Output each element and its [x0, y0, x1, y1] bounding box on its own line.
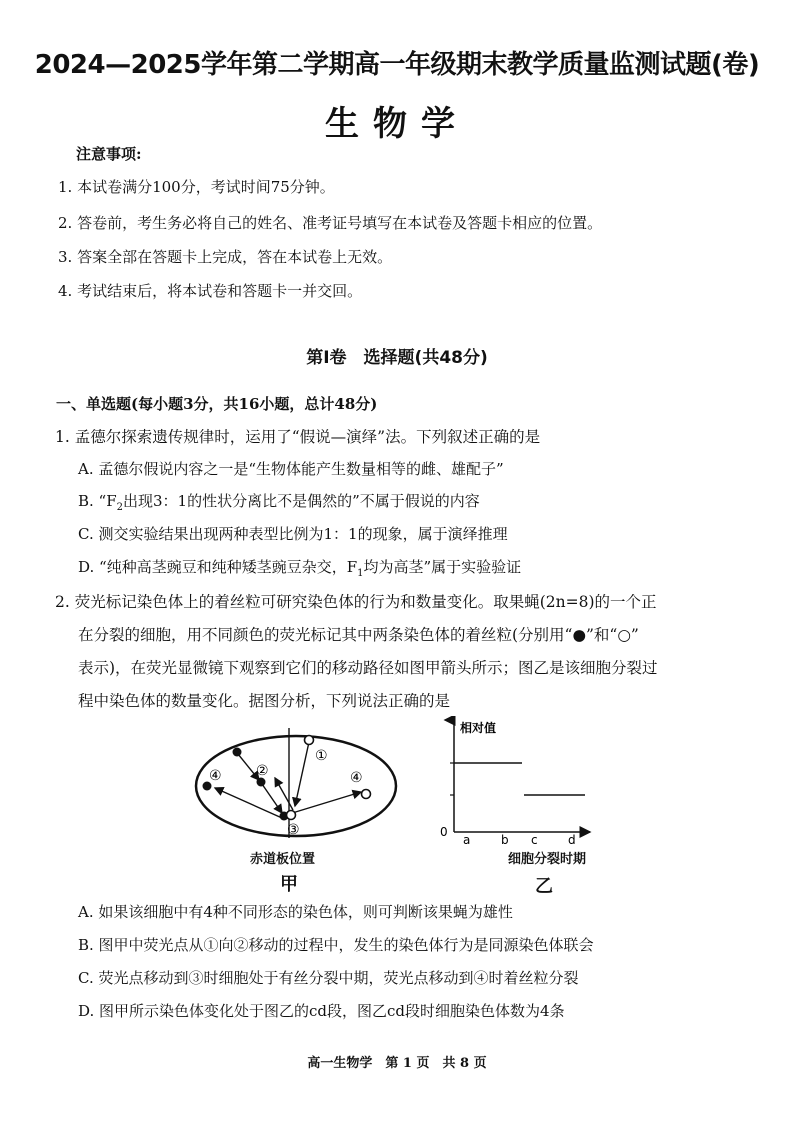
series-lines [454, 763, 585, 795]
question-2-stem-line: 在分裂的细胞，用不同颜色的荧光标记其中两条染色体的着丝粒(分别用“●”和“○” [78, 626, 639, 644]
question-2-option-b: B. 图甲中荧光点从①向②移动的过程中，发生的染色体行为是同源染色体联会 [78, 936, 594, 954]
question-2-option-a: A. 如果该细胞中有4种不同形态的染色体，则可判断该果蝇为雄性 [78, 903, 513, 921]
marker-2: ② [256, 763, 269, 779]
x-axis-label: 细胞分裂时期 [508, 852, 587, 867]
subject-title: 生物学 [325, 104, 469, 144]
question-1-option-d: D. “纯种高茎豌豆和纯种矮茎豌豆杂交，$F_1$均为高茎”属于实验验证 [78, 558, 522, 579]
x-tick-labels [463, 833, 576, 847]
question-1-stem: 1. 孟德尔探索遗传规律时，运用了“假说—演绎”法。下列叙述正确的是 [55, 428, 541, 446]
notice-item: 2. 答卷前，考生务必将自己的姓名、准考证号填写在本试卷及答题卡相应的位置。 [58, 214, 603, 232]
page-footer: 高一生物学 第 1 页 共 8 页 [307, 1056, 487, 1071]
notice-item: 3. 答案全部在答题卡上完成，答在本试卷上无效。 [58, 248, 393, 266]
question-1-option-c: C. 测交实验结果出现两种表型比例为1：1的现象，属于演绎推理 [78, 525, 508, 543]
y-axis-label: 相对值 [460, 721, 497, 735]
question-2-stem-line: 表示)，在荧光显微镜下观察到它们的移动路径如图甲箭头所示；图乙是该细胞分裂过 [78, 659, 658, 677]
notice-item: 4. 考试结束后，将本试卷和答题卡一并交回。 [58, 282, 363, 300]
figure-yi-name: 乙 [535, 876, 553, 897]
origin-label: 0 [440, 825, 448, 839]
filled-centromere-dot [233, 748, 242, 757]
question-1-option-b: B. “$F_2$出现3：1的性状分离比不是偶然的”不属于假说的内容 [78, 492, 480, 513]
hollow-centromere-dot [305, 736, 314, 745]
x-tick-c: c [531, 833, 538, 847]
question-2-option-d: D. 图甲所示染色体变化处于图乙的cd段，图乙cd段时细胞染色体数为4条 [78, 1002, 565, 1020]
notice-item: 1. 本试卷满分100分，考试时间75分钟。 [58, 178, 335, 196]
marker-1: ① [315, 748, 328, 764]
question-2-option-c: C. 荧光点移动到③时细胞处于有丝分裂中期，荧光点移动到④时着丝粒分裂 [78, 969, 579, 987]
x-tick-d: d [568, 833, 576, 847]
hollow-centromere-dot [287, 811, 296, 820]
figure-jia-name: 甲 [280, 874, 298, 895]
hollow-centromere-dot [362, 790, 371, 799]
marker-4-right: ④ [350, 770, 363, 786]
notice-heading: 注意事项: [76, 145, 142, 163]
marker-4-left: ④ [209, 768, 222, 784]
question-2-stem-line: 程中染色体的数量变化。据图分析，下列说法正确的是 [78, 692, 451, 710]
figure-jia-caption: 赤道板位置 [250, 852, 316, 867]
section-title: 第Ⅰ卷 选择题(共48分) [306, 348, 488, 368]
marker-3: ③ [287, 822, 300, 838]
figure-jia-diagram [185, 718, 405, 850]
x-tick-b: b [501, 833, 509, 847]
cell-ellipse [196, 736, 396, 836]
question-2-stem-line: 2. 荧光标记染色体上的着丝粒可研究染色体的行为和数量变化。取果蝇(2n=8)的一个正 [55, 593, 657, 611]
exam-title: 2024—2025学年第二学期高一年级期末教学质量监测试题(卷) [34, 50, 760, 80]
figure-yi-chart [430, 716, 610, 866]
part-heading: 一、单选题(每小题3分，共16小题，总计48分) [56, 395, 378, 413]
x-tick-a: a [463, 833, 471, 847]
question-1-option-a: A. 孟德尔假说内容之一是“生物体能产生数量相等的雌、雄配子” [78, 460, 504, 478]
